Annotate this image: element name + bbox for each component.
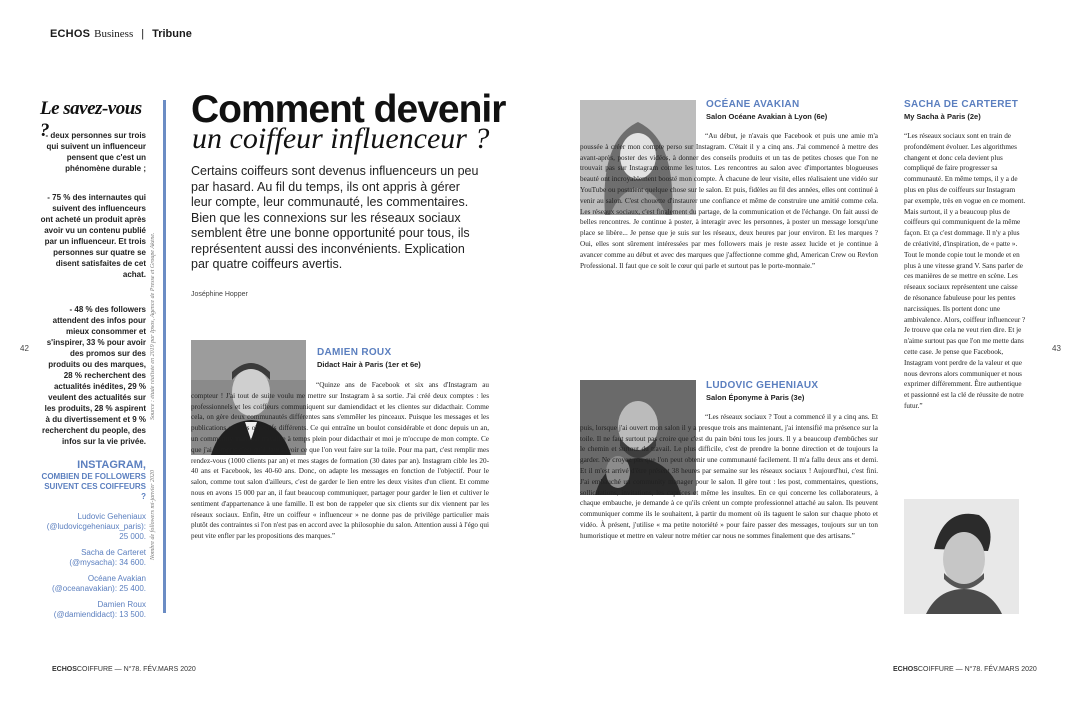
header-separator: | [141,28,145,40]
savez-vous-source [150,100,162,420]
list-item [36,512,146,542]
fact-item: - 75 % des internautes qui suivent des influenceurs ont acheté un produit après avoir vu un contenu publié par un influenceur. Et trois personnes sur quatre se disent satisfaites de cet achat. [40,193,146,279]
profile-salon-damien: Didact Hair à Paris (1er et 6e) [317,360,421,369]
article-title: Comment devenir [191,88,506,131]
footer-right [893,666,1037,673]
footer-issue: — N°78. FÉV.MARS 2020 [112,666,196,673]
header-brand-sub: Business [94,28,134,40]
instagram-follower-list [36,512,146,626]
article-author: Joséphine Hopper [191,291,248,298]
instagram-handle: (@ludovicgeheniaux_paris): [46,522,146,531]
vertical-accent-bar [163,100,166,613]
fact-item: - 48 % des followers attendent des infos pour mieux consommer et s'inspirer, 33 % pour avoir des promos sur des produits ou des marques, 28 % recherchent des actualités inédites, 29 % veulent des actualités sur les produits, 28 % aspirent à du divertissement et 9 % recherchent du people, des infos sur la vie privée. [41,305,146,446]
portrait-sacha-de-carteret [904,499,1019,614]
hairdresser-name: Damien Roux [97,600,146,609]
page-number-left: 42 [20,344,29,353]
follower-count: 25 000. [119,532,146,541]
footer-title: COIFFURE [917,666,954,673]
footer-left [52,666,196,673]
footer-brand: ECHOS [52,666,77,673]
follower-count: 25 400. [119,584,146,593]
profile-name-ludovic: LUDOVIC GEHENIAUX [706,380,819,391]
article-lead: Certains coiffeurs sont devenus influenceurs un peu par hasard. Au fil du temps, ils ont appris à gérer leur compte, leur communauté, les commentaires. Bien que les connexions sur les réseaux sociaux semblent être une bonne opportunité pour tous, ils représentent aussi des inconvénients. Explication par quatre coiffeurs avertis. [191,164,479,271]
savez-vous-title: Le savez-vous ? [40,98,142,141]
savez-vous-facts [38,130,146,457]
instagram-heading: INSTAGRAM, [77,459,146,471]
footer-issue: — N°78. FÉV.MARS 2020 [953,666,1037,673]
hairdresser-name: Sacha de Carteret [81,548,146,557]
instagram-subheading: COMBIEN DE FOLLOWERS SUIVENT CES COIFFEURS ? [41,472,146,501]
hairdresser-name: Ludovic Geheniaux [77,512,146,521]
profile-name-damien: DAMIEN ROUX [317,347,392,358]
source-text: Nombre de followers mi-janvier 2020 [150,470,156,561]
profile-name-oceane: OCÉANE AVAKIAN [706,99,800,110]
profile-salon-oceane: Salon Océane Avakian à Lyon (6e) [706,112,828,121]
footer-brand: ECHOS [893,666,918,673]
profile-salon-sacha: My Sacha à Paris (2e) [904,112,981,121]
fact-item: - deux personnes sur trois qui suivent un influenceur pensent que c'est un phénomène durable ; [45,131,146,173]
profile-text-sacha: “Les réseaux sociaux sont en train de profondément évoluer. Les algorithmes changent et donc cela devient plus compliqué de faire progresser sa communauté. En même temps, il y a de plus en plus de coiffeurs sur Instagram par exemple, très en vogue en ce moment. Mais surtout, il y a beaucoup plus de coiffeurs qui communiquent de la même façon. Et ça c'est dommage. Il n'y a plus de créativité, d'inspiration, de « patte ». Tout le monde copie tout le monde et en plus à une vitesse grand V. Sans parler de ces manières de se mettre en scène. Les réseaux sociaux représentent une caisse de résonance fabuleuse pour les pentes narcissiques. Ils portent donc une ambivalence. Alors, coiffeur influenceur ? Je trouve que cela ne veut rien dire. Et je n'aime surtout pas que l'on me mette dans cette case. Je pense que Facebook, Instagram vont perdre de la valeur et que nous devrons alors communiquer et nous exprimer différemment. Être authentique et passionné est la clé de réussite de notre futur.” [904,132,1026,410]
header-section: Tribune [152,28,192,40]
follower-count: 13 500. [119,610,146,619]
profile-text-oceane: “Au début, je n'avais que Facebook et puis une amie m'a poussée à créer mon compte perso sur Instagram. C'était il y a cinq ans. J'ai commencé à mettre des avant-après, poster des vidéos, à donner des conseils produits et un tas de petites choses que l'on ne trouvait pas sur Instagram comme les tutos. Les rencontres au salon avec d'importantes blogueuses beauté ont incroyablement boosté mon compte. À chacune de leur visite, elles réalisaient une vidéo sur YouTube ou postaient quelque chose sur le salon. Et puis, fidèles au fil des années, elles ont continué à venir au salon. C'est chouette d'instaurer une confiance et même de construire une amitié comme cela. Les réseaux sociaux, c'est finalement du partage, de la communication et de l'échange. On fait aussi de belles rencontres. Je continue à poster, à interagir avec les personnes, à poster un message lorsqu'une place se libère... Je pense que je suis sur les réseaux, deux heures par jour environ. Et les marques ? Oui, elles sont sûrement intéressées par mes followers mais je reste assez lucide et je continue à avancer comme au début et avec des marques que j'affectionne comme ghd, American Crew ou Revlon Professional. Il faut que ce soit le cœur qui parle et surtout pas le porte-monnaie.” [580,132,878,270]
page-number-right: 43 [1052,344,1061,353]
list-item [36,548,146,568]
source-text: Source : étude réalisée en 2019 par Ipsos, Agence de Presse et Groupe Akène. [150,232,156,420]
article-subtitle: un coiffeur influenceur ? [192,122,490,155]
list-item [36,574,146,594]
follower-count: 34 600. [119,558,146,567]
profile-text-damien: “Quinze ans de Facebook et six ans d'Instagram au compteur ! J'ai tout de suite voulu me mettre sur Instagram à sa sortie. J'ai créé deux comptes : les professionnels et les coiffeurs communiquent sur damiendidact et les clientes sur didacthair. Comme cela, on gère deux communautés différentes sans s'emmêler les pinceaux. Puisque les messages et les publications ont des objectifs différents. Ce qui entraîne un boulot considérable et donc depuis un an, un community manager travaille à temps plein pour didacthair et moi je m'occupe de mon compte. Ce que j'ai compris c'est qu'il faut savoir ce que l'on veut faire sur la toile. Pour ma part, c'est remplir mes rendez-vous (1000 clients par an) et mes stages de formation (30 dates par an). Instagram cible les 20-40 ans et Facebook, les 40-60 ans. Donc, on adapte les messages en fonction de l'objectif. Pour le salon, comme tout salon d'ailleurs, c'est de garder le lien entre les deux visites d'un client. Et comme nous en avons 15 000 par an, il faut beaucoup communiquer, partager pour garder le lien et cultiver le sentiment d'appartenance à une famille. Il est bon de rappeler que six clients sur dix viennent par les réseaux sociaux. Enfin, être un coiffeur « influenceur » ne donne pas de privilège particulier mais plutôt des contraintes si l'on n'est pas en accord avec la philosophie du salon. Attention aussi à l'égo qui peut vite enfler par les propositions des marques.” [191,381,489,541]
footer-title: COIFFURE [76,666,113,673]
magazine-header [50,28,192,40]
portrait-image [904,499,1019,614]
instagram-handle: (@mysacha): [69,558,118,567]
instagram-title [40,459,146,502]
list-item [36,600,146,620]
profile-name-sacha: SACHA DE CARTERET [904,99,1019,110]
profile-salon-ludovic: Salon Éponyme à Paris (3e) [706,393,805,402]
hairdresser-name: Océane Avakian [87,574,146,583]
instagram-handle: (@damiendidact): [53,610,118,619]
instagram-handle: (@oceanavakian): [52,584,118,593]
header-brand: ECHOS [50,28,91,40]
instagram-source [150,470,162,620]
profile-text-ludovic: “Les réseaux sociaux ? Tout a commencé il y a cinq ans. Et puis, lorsque j'ai ouvert mon salon il y a presque trois ans maintenant, j'ai intensifié ma présence sur la toile. Il ne faut surtout pas croire que c'est du pain béni tous les jours. Il y a beaucoup d'embûches sur le chemin et surtout du travail. Le plus difficile, c'est de prendre la bonne direction et de toujours la garder. Ne croyez pas que l'on peut obtenir une communauté facilement. Il m'a fallu deux ans et demi. Et il m'est arrivé d'être présent 38 heures par semaine sur les réseaux sociaux ! Aujourd'hui, c'est fini. J'ai embauché un community manager pour le salon. Il gère tout : les post, commentaires, questions, sollicitations, invitations, les caprices et même les insultes. En ce qui concerne les collaborateurs, à chaque embauche, je demande à ce qu'ils créent un compte professionnel attaché au salon. Ils peuvent communiquer comme ils le souhaitent, à partir du moment où ils taguent le salon sur chaque photo et vidéo. À présent, j'utilise « ma petite notoriété » pour faire passer des messages, toujours sur un ton humoristique et mettre en valeur notre métier car nous ne sommes finalement que des artisans.” [580,413,878,540]
